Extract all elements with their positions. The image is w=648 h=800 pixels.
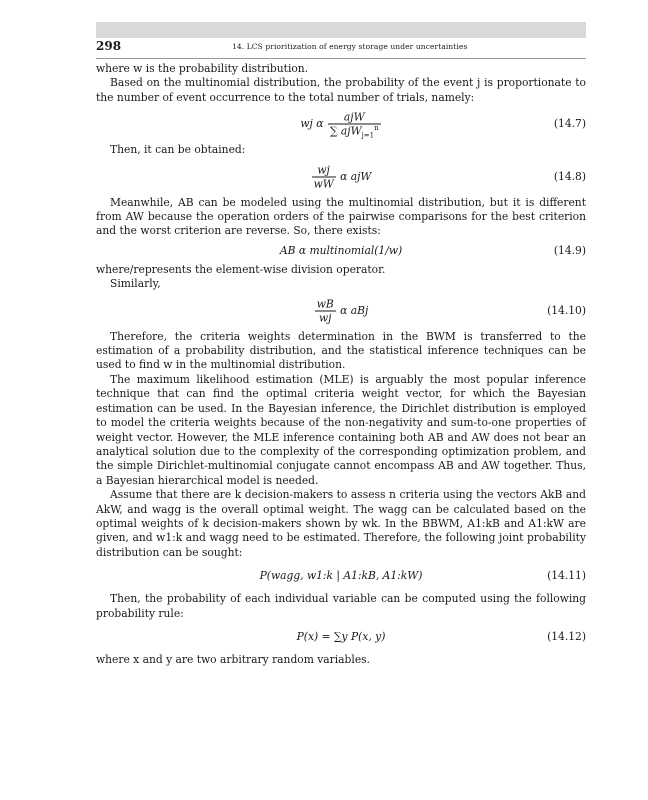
eq-14-10-numerator: wB: [316, 297, 334, 311]
equation-14-9: [96, 239, 586, 263]
equation-14-9-number: (14.9): [553, 243, 586, 257]
paragraph-5: where/represents the element-wise division operator.: [96, 262, 386, 276]
paragraph-10: Then, the probability of each individual variable can be computed using the following probability rule:: [96, 592, 586, 620]
equation-14-12-number: (14.12): [547, 629, 586, 643]
paragraph-8: The maximum likelihood estimation (MLE) is arguably the most popular inference technique that can find the optimal criteria weight vector, for which the Bayesian estimation can be used. In the Bayesian inference, the Dirichlet distribution is employed to model the criteria weights because of the non-negativity and sum-to-one properties of weight vector. However, the MLE inference containing both AB and AW does not bear an analytical solution due to the complexity of the corresponding optimization problem, and the simple Dirichlet-multinomial conjugate cannot encompass AB and AW together. Thus, a Bayesian hierarchical model is needed.: [96, 372, 586, 487]
paragraph-2: Based on the multinomial distribution, the probability of the event j is proportionate to the number of event occurrence to the total number of trials, namely:: [96, 76, 586, 104]
paragraph-7: Therefore, the criteria weights determination in the BWM is transferred to the estimation of a probability distribution, and the statistical inference techniques can be used to find w in the multinomial distribution.: [96, 329, 586, 372]
equation-14-8: [96, 158, 586, 196]
equation-14-10-number: (14.10): [547, 303, 586, 317]
eq-14-8-rhs: α ajW: [340, 169, 372, 183]
page-header: [96, 38, 586, 59]
equation-14-10: [96, 292, 586, 330]
paragraph-11: where x and y are two arbitrary random variables.: [96, 652, 371, 666]
equation-14-8-expression: [96, 163, 586, 190]
equation-14-12: [96, 621, 586, 653]
equation-14-11-expression: P(wagg, w1:k | A1:kB, A1:kW): [259, 568, 423, 582]
paragraph-3: Then, it can be obtained:: [110, 143, 246, 157]
equation-14-12-expression: P(x) = ∑y P(x, y): [296, 629, 386, 643]
header-bar: [96, 22, 586, 38]
eq-14-8-fraction: [312, 163, 336, 190]
eq-14-10-fraction: [315, 297, 336, 324]
equation-14-7-expression: [96, 111, 586, 138]
eq-14-10-denominator: wj: [318, 311, 332, 325]
equation-14-10-expression: [96, 297, 586, 324]
eq-14-10-rhs: α aBj: [340, 303, 369, 317]
eq-14-7-denominator: ∑ ajW$_{j=1}^n$: [329, 124, 379, 140]
eq-14-7-numerator: ajW: [328, 111, 381, 125]
eq-14-8-numerator: wj: [312, 163, 336, 177]
equation-14-11-number: (14.11): [547, 568, 586, 582]
paragraph-4: Meanwhile, AB can be modeled using the multinomial distribution, but it is different from AW because the operation orders of the pairwise comparisons for the best criterion and the worst criterion are reverse. So, there exists:: [96, 195, 586, 238]
running-head: 14. LCS prioritization of energy storage under uncertainties: [232, 42, 468, 51]
paragraph-6: Similarly,: [110, 277, 161, 291]
eq-14-7-fraction: [328, 111, 381, 138]
eq-14-8-denominator: wW: [313, 177, 334, 191]
equation-14-9-expression: AB α multinomial(1/w): [279, 243, 403, 257]
equation-14-7-number: (14.7): [553, 117, 586, 131]
paragraph-1: where w is the probability distribution.: [96, 62, 309, 75]
eq-14-7-lhs: wj α: [300, 117, 324, 131]
equation-14-8-number: (14.8): [553, 169, 586, 183]
paragraph-9: Assume that there are k decision-makers to assess n criteria using the vectors AkB and AkW, and wagg is the overall optimal weight. The wagg can be calculated based on the optimal weights of k decision-makers shown by wk. In the BBWM, A1:kB and A1:kW are given, and w1:k and wagg need to be estimated. Therefore, the following joint probability distribution can be sought:: [96, 488, 586, 559]
page-number: 298: [96, 39, 122, 53]
equation-14-7: [96, 105, 586, 143]
equation-14-11: [96, 560, 586, 592]
body-text: [96, 62, 586, 667]
